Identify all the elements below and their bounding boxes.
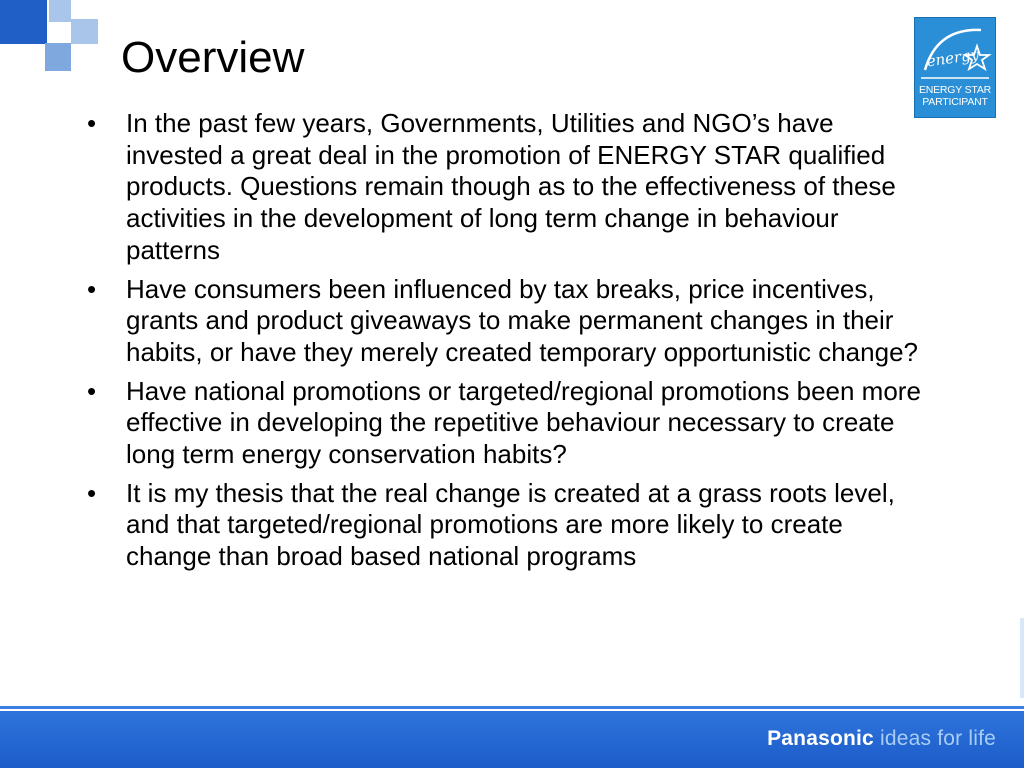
edge-decoration xyxy=(1020,618,1024,698)
decor-square-dark xyxy=(0,0,47,44)
decor-square-light xyxy=(49,0,71,22)
bullet-dot: • xyxy=(87,273,97,304)
decor-square-light xyxy=(71,19,98,44)
bullet-item xyxy=(84,274,934,369)
bullet-dot: • xyxy=(87,108,97,138)
brand-name: Panasonic xyxy=(767,727,874,750)
energy-star-logo xyxy=(914,17,996,118)
bullet-list xyxy=(84,108,934,580)
svg-text:energy: energy xyxy=(925,45,981,71)
bullet-text: It is my thesis that the real change is created at a grass roots level, and that targeted/regional promotions are more likely to create change than broad based national programs xyxy=(126,477,895,572)
bullet-item xyxy=(84,376,934,471)
logo-text-line1: ENERGY STAR xyxy=(918,84,992,96)
bullet-dot: • xyxy=(87,375,97,406)
slide-title: Overview xyxy=(121,33,305,82)
bullet-dot: • xyxy=(87,477,97,508)
bullet-item xyxy=(84,108,934,267)
decor-square-medium xyxy=(45,43,71,71)
brand-tagline: ideas for life xyxy=(879,727,996,750)
bullet-text: In the past few years, Governments, Utilities and NGO’s have invested a great deal in the promotion of ENERGY STAR qualified products. Questions remain though as to the effectiveness of these activities in the development of long term change in behaviour patterns xyxy=(126,108,896,265)
bullet-text: Have consumers been influenced by tax breaks, price incentives, grants and product giveaways to make permanent changes in their habits, or have they merely created temporary opportunistic change? xyxy=(126,273,918,367)
energy-star-emblem-icon xyxy=(915,18,995,84)
logo-text-line2: PARTICIPANT xyxy=(922,96,988,108)
bullet-text: Have national promotions or targeted/regional promotions been more effective in developing the repetitive behaviour necessary to create long term energy conservation habits? xyxy=(126,375,921,470)
footer-brand xyxy=(767,727,996,751)
bullet-item xyxy=(84,478,934,573)
